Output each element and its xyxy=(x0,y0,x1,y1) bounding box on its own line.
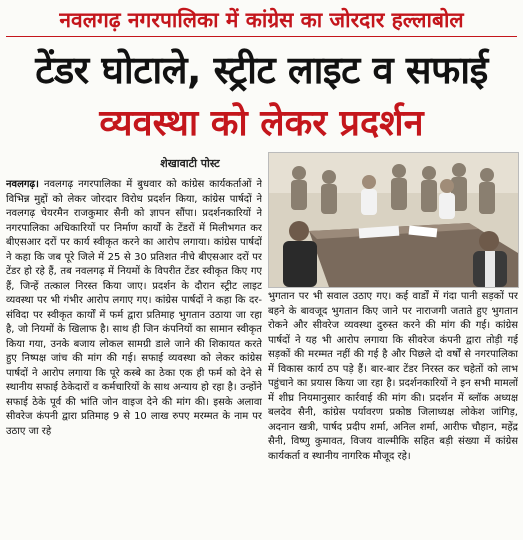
meeting-photo xyxy=(268,152,519,288)
article-body-left: नवलगढ़ नगरपालिका में बुधवार को कांग्रेस कार्यकर्ताओं ने विभिन्न मुद्दों को लेकर जोरदार विरोध प्रदर्शन किया, कांग्रेस पार्षदों ने नवलगढ़ चेयरमैन राजकुमार सैनी को ज्ञापन सौंपा। प्रदर्शनकारियों ने नगरपालिका अधिकारियों पर निर्माण कार्यों के टेंडरों में मिलीभगत कर बीएसआर दरों पर कार्य स्वीकृत करने का आरोप लगाया। कांग्रेस पार्षदों ने कहा कि जब पूरे जिले में 25 से 30 प्रतिशत नीचे बीएसआर दरों पर टेंडर हो रहे हैं, तब नवलगढ़ में नियमों के विपरीत टेंडर स्वीकृत किए गए हैं, जिन्हें तत्काल निरस्त किया जाए। प्रदर्शन के दौरान स्ट्रीट लाइट व्यवस्था पर भी गंभीर आरोप लगाए गए। कांग्रेस पार्षदों ने कहा कि दर-संविदा पर स्वीकृत कार्यों में फर्म द्वारा प्रतिमाह भुगतान उठाया जा रहा है, जो नियमों के खिलाफ है। साथ ही जिन कंपनियों का सामान स्वीकृत किया गया, उनके बजाय लोकल सामग्री डाले जाने की शिकायत करते हुए निष्पक्ष जांच की मांग की गई। सफाई व्यवस्था को लेकर कांग्रेस पार्षदों ने आरोप लगाया कि पूरे कस्बे का ठेका एक ही फर्म को देने से स्थानीय सफाई ठेकेदारों व कर्मचारियों के साथ अन्याय हो रहा है। उन्होंने सफाई ठेके पूर्व की भांति जोन वाइज देने की मांग की। इसके अलावा सीवरेज कंपनी द्वारा प्रतिमाह 9 से 10 लाख रुपए मरम्मत के नाम पर उठाए जा रहे xyxy=(6,179,262,437)
dateline: नवलगढ़। xyxy=(6,179,39,190)
main-headline: टेंडर घोटाले, स्ट्रीट लाइट व सफाई xyxy=(35,48,488,92)
kicker-headline: नवलगढ़ नगरपालिका में कांग्रेस का जोरदार हल्लाबोल xyxy=(59,8,464,32)
kicker-divider xyxy=(6,36,517,37)
article-column-left xyxy=(6,178,262,538)
meeting-photo-graphic xyxy=(269,153,518,287)
byline: शेखावाटी पोस्ट xyxy=(160,157,220,170)
article-column-right: भुगतान पर भी सवाल उठाए गए। कई वार्डों में गंदा पानी सड़कों पर बहने के बावजूद भुगतान किए जाने पर नाराजगी जताते हुए भुगतान रोकने और सीवरेज व्यवस्था दुरुस्त करने की मांग की गई। कांग्रेस पार्षदों ने यह भी आरोप लगाया कि सीवरेज कंपनी द्वारा तोड़ी गई सड़कों की मरम्मत नहीं की गई है और पिछले दो वर्षों से नगरपालिका में विकास कार्य ठप पड़े हैं। बार-बार टेंडर निरस्त कर चहेतों को लाभ पहुंचाने का प्रयास किया जा रहा है। प्रदर्शनकारियों ने इन सभी मामलों में शीघ्र नियमानुसार कार्रवाई की मांग की। प्रदर्शन में ब्लॉक अध्यक्ष बलदेव सैनी, कांग्रेस पर्यावरण प्रकोष्ठ जिलाध्यक्ष लोकेश जांगिड़, अदनान खत्री, पार्षद प्रदीप शर्मा, अनिल शर्मा, आरीफ चौहान, महेंद्र सैनी, विष्णु कुमावत, विजय वाल्मीकि सहित बड़ी संख्या में कांग्रेस कार्यकर्ता व स्थानीय नागरिक मौजूद रहे। xyxy=(268,291,518,462)
sub-headline: व्यवस्था को लेकर प्रदर्शन xyxy=(99,103,424,144)
